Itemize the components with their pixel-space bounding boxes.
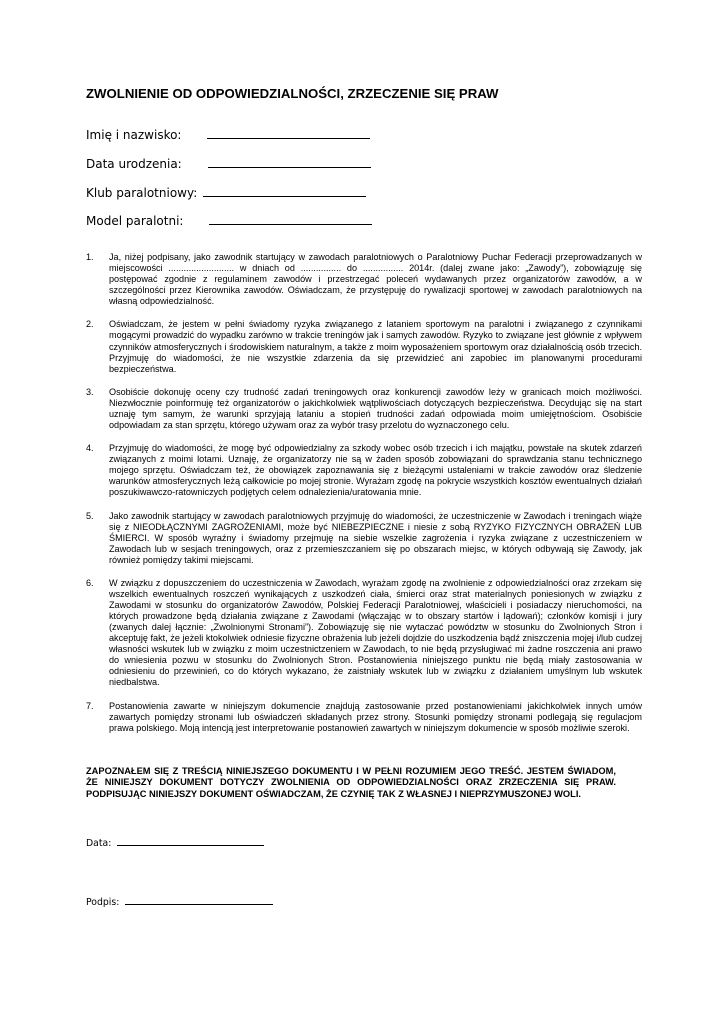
list-item-number: 6.: [86, 578, 94, 589]
birthdate-field-label: Data urodzenia:: [86, 157, 182, 171]
club-field-line: [203, 185, 366, 197]
acknowledgement-statement: ZAPOZNAŁEM SIĘ Z TREŚCIĄ NINIEJSZEGO DOKUMENTU I W PEŁNI ROZUMIEM JEGO TREŚĆ. JESTEM ŚWIADOM, ŻE NINIEJSZY DOKUMENT DOTYCZY ZWOLNIENIA OD ODPOWIEDZIALNOŚCI ORAZ ZRZECZENIA SIĘ PRAW. PODPISUJĄC NINIEJSZY DOKUMENT OŚWIADCZAM, ŻE CZYNIĘ TAK Z WŁASNEJ I NIEPRZYMUSZONEJ WOLI.: [86, 766, 616, 799]
glider-model-field-line: [209, 213, 372, 225]
list-item-number: 1.: [86, 252, 94, 262]
date-line: [117, 836, 264, 846]
list-item-text: Oświadczam, że jestem w pełni świadomy ryzyka związanego z lataniem sportowym na paralotni i związanego z czynnikami mogącymi prowadzić do wypadku zarówno w trakcie treningów jak i samych zawodów. Ryzyko to związane jest głównie z wpływem czynników atmosferycznych i środowiskiem naturalnym, a także z moim wyposażeniem sportowym oraz działalnością osób trzecich. Przyjmuję do wiadomości, że nie wszystkie zdarzenia da się przewidzieć ani zapobiec im planowanymi procedurami bezpieczeństwa.: [109, 319, 642, 374]
signature-line: [125, 895, 273, 905]
list-item-text: Postanowienia zawarte w niniejszym dokumencie znajdują zastosowanie przed postanowieniami jakichkolwiek innych umów zawartych pomiędzy stronami lub oświadczeń składanych przez strony. Stosunki pomiędzy stronami podlegają się regulacjom prawa polskiego. Moją intencją jest interpretowanie postanowień zawartych w niniejszym dokumencie w sposób możliwie szeroki.: [109, 700, 642, 733]
signature-label: Podpis:: [86, 897, 120, 908]
glider-model-field: [86, 213, 372, 228]
list-item-number: 4.: [86, 443, 94, 454]
document-title: ZWOLNIENIE OD ODPOWIEDZIALNOŚCI, ZRZECZENIE SIĘ PRAW: [86, 86, 499, 101]
list-item-text: Przyjmuję do wiadomości, że mogę być odpowiedzialny za szkody wobec osób trzecich i ich majątku, powstałe na skutek zdarzeń związanych z moimi lotami. Uznaję, że organizatorzy nie są w żaden sposób zobowiązani do sprawdzania stanu technicznego mojego sprzętu. Oświadczam też, że obowiązek zapoznawania się z bieżącymi ustaleniami w trakcie zawodów oraz śledzenie warunków atmosferycznych leżą całkowicie po mojej stronie. Wyrażam zgodę na pokrycie wszystkich kosztów ewentualnych działań poszukiwawczo-ratowniczych podjętych celem odnalezienia/uratowania mnie.: [109, 443, 642, 498]
club-field: [86, 185, 366, 200]
glider-model-field-label: Model paralotni:: [86, 214, 184, 228]
signature-field: [86, 895, 273, 908]
date-label: Data:: [86, 838, 112, 849]
list-item: [86, 252, 642, 307]
list-item-text: Ja, niżej podpisany, jako zawodnik startujący w zawodach paralotniowych o Paralotniowy Puchar Federacji przeprowadzanych w miejscowości .......................... w dniach od ................ do ................ 2014r. (dalej zwane jako: „Zawody”), zobowiązuję się postępować zgodnie z regulaminem zawodów i przestrzegać poleceń wydawanych przez organizatorów zawodów, a w szczególności przez Kierownika zawodów. Oświadczam, że przystępuję do rywalizacji sportowej w zawodach paralotniowych na własną odpowiedzialność.: [109, 252, 642, 307]
list-item: [86, 319, 642, 374]
list-item-number: 5.: [86, 510, 94, 521]
list-item: [86, 443, 642, 498]
list-item: [86, 578, 642, 688]
list-item-number: 7.: [86, 700, 94, 711]
list-item: [86, 387, 642, 431]
birthdate-field: [86, 156, 371, 171]
list-item: [86, 701, 642, 734]
club-field-label: Klub paralotniowy:: [86, 186, 198, 200]
list-item-number: 2.: [86, 319, 94, 330]
list-item-text: Jako zawodnik startujący w zawodach paralotniowych przyjmuję do wiadomości, że uczestniczenie w Zawodach i treningach wiąże się z NIEODŁĄCZNYMI ZAGROŻENIAMI, może być NIEBEZPIECZNE i niesie z sobą RYZYKO FIZYCZNYCH OBRAŻEŃ LUB ŚMIERCI. W sposób wyraźny i świadomy przejmuję na siebie wszelkie zagrożenia i ryzyka związane z uczestniczeniem w Zawodach lub w sesjach treningowych, oraz z przemieszczaniem się po obszarach miejsc, w których odbywają się Zawody, jak również pomiędzy takimi miejscami.: [109, 510, 642, 565]
name-field: [86, 127, 370, 142]
list-item-text: Osobiście dokonuję oceny czy trudność zadań treningowych oraz konkurencji zawodów leży w granicach moich możliwości. Niezwłocznie poinformuję też organizatorów o jakichkolwiek wątpliwościach dotyczących bezpieczeństwa. Decydując się na start uznaję tym samym, że warunki sprzyjają lataniu a stopień trudności zadań odpowiada moim umiejętnościom. Osobiście odpowiadam za stan sprzętu, którego używam oraz za wybór trasy przelotu do wyznaczonego celu.: [109, 386, 642, 430]
name-field-line: [207, 127, 370, 139]
list-item-text: W związku z dopuszczeniem do uczestniczenia w Zawodach, wyrażam zgodę na zwolnienie z odpowiedzialności oraz zrzekam się wszelkich ewentualnych roszczeń wynikających z uszkodzeń ciała, śmierci oraz strat materialnych poniesionych w związku z Zawodami w stosunku do organizatorów Zawodów, Polskiej Federacji Paralotniowej, właścicieli i posiadaczy nieruchomości, na których prowadzone będą działania związane z Zawodami (włączając w to obszary startów i lądowań); członków komisji i jury (zwanych dalej łącznie: „Zwolnionymi Stronami”). Zobowiązuję się nie wytaczać powództw w stosunku do Zwolnionych Stron i akceptuję fakt, że jeżeli ktokolwiek odniesie fizyczne obrażenia lub jeżeli dojdzie do uszkodzenia bądź zniszczenia mojej i/lub cudzej własności wskutek lub w związku z moim uczestnictzeniem w Zawodach, to nie będą przysługiwać mi żadne roszczenia ani prawo do wniesienia pozwu w stosunku do Zwolnionych Stron. Postanowienia niniejszego punktu nie będą miały zastosowania w odniesieniu do przewinień, co do których wykazano, że zaistniały wskutek lub w związku z działaniem umyślnym lub wskutek niedbalstwa.: [109, 578, 642, 688]
date-signature-field: [86, 836, 264, 849]
list-item-number: 3.: [86, 386, 94, 397]
clauses-list: [86, 252, 642, 746]
birthdate-field-line: [208, 156, 371, 168]
name-field-label: Imię i nazwisko:: [86, 128, 182, 142]
list-item: [86, 511, 642, 566]
